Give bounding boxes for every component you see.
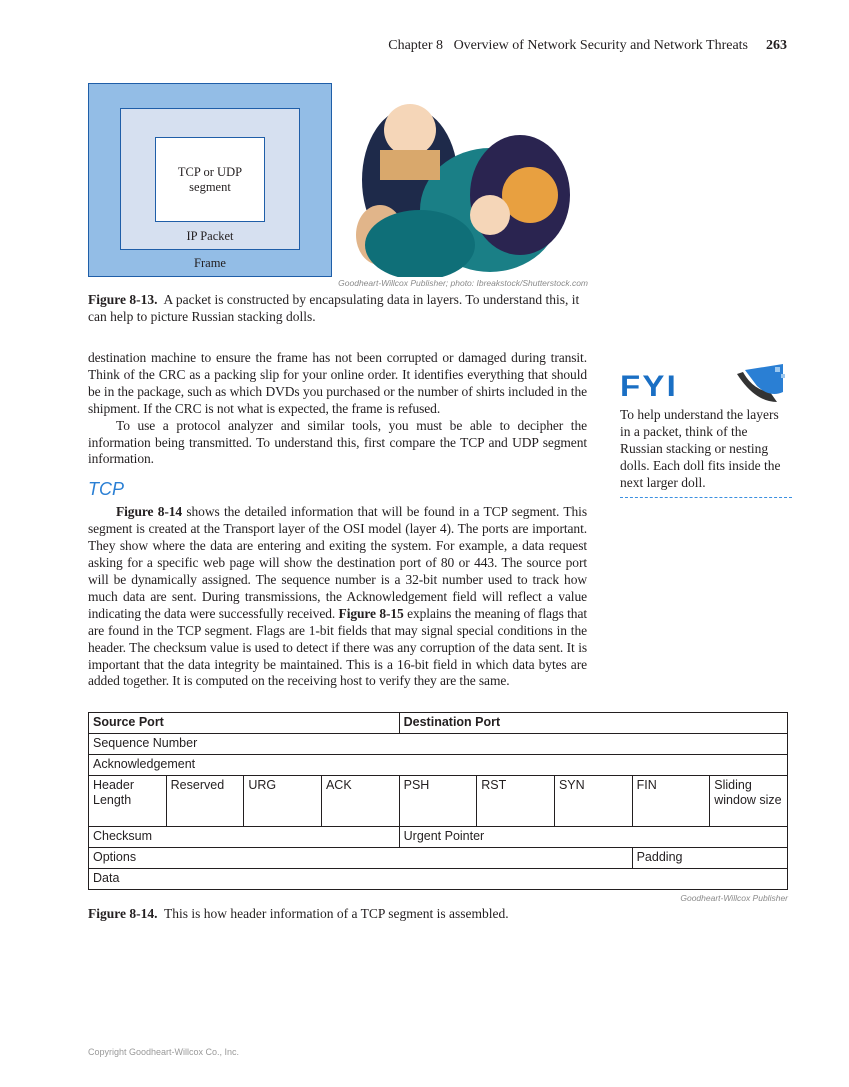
chapter-title: Overview of Network Security and Network Threats bbox=[453, 38, 748, 53]
paragraph: To use a protocol analyzer and similar tools, you must be able to decipher the information being transmitted. To understand this, first compare the TCP and UDP segment information. bbox=[88, 417, 587, 467]
cell-urgent-pointer: Urgent Pointer bbox=[399, 827, 787, 848]
cell-flag: ACK bbox=[321, 776, 399, 827]
paragraph bbox=[88, 504, 587, 690]
cell-flag: Sliding window size bbox=[710, 776, 788, 827]
cell-flag: PSH bbox=[399, 776, 477, 827]
cell-flag: FIN bbox=[632, 776, 710, 827]
cell-flag: Header Length bbox=[89, 776, 167, 827]
figure-ref: Figure 8-14 bbox=[116, 504, 183, 520]
section-heading-tcp: TCP bbox=[88, 479, 124, 500]
cell-destination-port: Destination Port bbox=[399, 713, 787, 734]
ip-packet-label: IP Packet bbox=[186, 229, 234, 243]
cell-flag: RST bbox=[477, 776, 555, 827]
fyi-label: FYI bbox=[620, 370, 678, 403]
running-header bbox=[388, 38, 787, 54]
figure-8-13-caption bbox=[88, 291, 587, 325]
cell-flag: Reserved bbox=[166, 776, 244, 827]
fyi-text: To help understand the layers in a packet, think of the Russian stacking or nesting dolls. Each doll fits inside the next larger doll. bbox=[620, 406, 792, 498]
chapter-label: Chapter 8 bbox=[388, 38, 444, 53]
segment-label: TCP or UDP segment bbox=[177, 164, 243, 194]
cell-checksum: Checksum bbox=[89, 827, 400, 848]
cell-data: Data bbox=[89, 869, 788, 890]
figure-8-14-caption bbox=[88, 905, 788, 922]
photo-credit: Goodheart-Willcox Publisher; photo: Ibreakstock/Shutterstock.com bbox=[338, 278, 588, 288]
cell-sequence-number: Sequence Number bbox=[89, 734, 788, 755]
caption-text: This is how header information of a TCP segment is assembled. bbox=[164, 906, 509, 922]
cell-options: Options bbox=[89, 848, 633, 869]
caption-label: Figure 8-14. bbox=[88, 906, 158, 922]
caption-label: Figure 8-13. bbox=[88, 292, 158, 307]
table-credit: Goodheart-Willcox Publisher bbox=[680, 893, 788, 904]
copyright-footer: Copyright Goodheart-Willcox Co., Inc. bbox=[88, 1047, 240, 1057]
segment-box bbox=[155, 137, 265, 222]
page-number: 263 bbox=[766, 38, 787, 53]
cell-padding: Padding bbox=[632, 848, 787, 869]
paragraph: destination machine to ensure the frame has not been corrupted or damaged during transit. Think of the CRC as a packing slip for your online order. It identifies everything that should be in the package, such as which DVDs you purchased or the number of shirts included in the shipment. If the CRC is not what is expected, the frame is refused. bbox=[88, 350, 587, 416]
cell-flag: SYN bbox=[554, 776, 632, 827]
cell-flag: URG bbox=[244, 776, 322, 827]
body-text-tcp bbox=[88, 504, 587, 690]
text: explains the meaning of flags that are found in the TCP segment. Flags are 1-bit fields that may signal special conditions in the header. The checksum value is used to detect if there was any corruption of the data sent. It is important that the data integrity be maintained. This is a 16-bit field in which data bytes are added together. It is computed on the receiving host to verify they are the same. bbox=[88, 605, 587, 689]
tcp-segment-table bbox=[88, 712, 788, 890]
figure-ref: Figure 8-15 bbox=[338, 605, 404, 621]
caption-text: A packet is constructed by encapsulating data in layers. To understand this, it can help to picture Russian stacking dolls. bbox=[88, 292, 580, 324]
frame-label: Frame bbox=[194, 256, 226, 270]
nesting-dolls-photo bbox=[340, 85, 590, 277]
cell-acknowledgement: Acknowledgement bbox=[89, 755, 788, 776]
shield-logo-icon bbox=[735, 362, 790, 404]
cell-source-port: Source Port bbox=[89, 713, 400, 734]
body-text-intro bbox=[88, 350, 587, 468]
text: shows the detailed information that will be found in a TCP segment. This segment is created at the Transport layer of the OSI model (layer 4). The ports are important. They show where the data are entering and exiting the system. For example, a data request asking for a specific web page will show the destination port of 80 or 443. The source port will be dynamically assigned. The sequence number is a 32-bit number used to track how much data are sent. During transmissions, the Acknowledgement field will reflect a value indicating the data were successfully received. bbox=[88, 504, 587, 621]
